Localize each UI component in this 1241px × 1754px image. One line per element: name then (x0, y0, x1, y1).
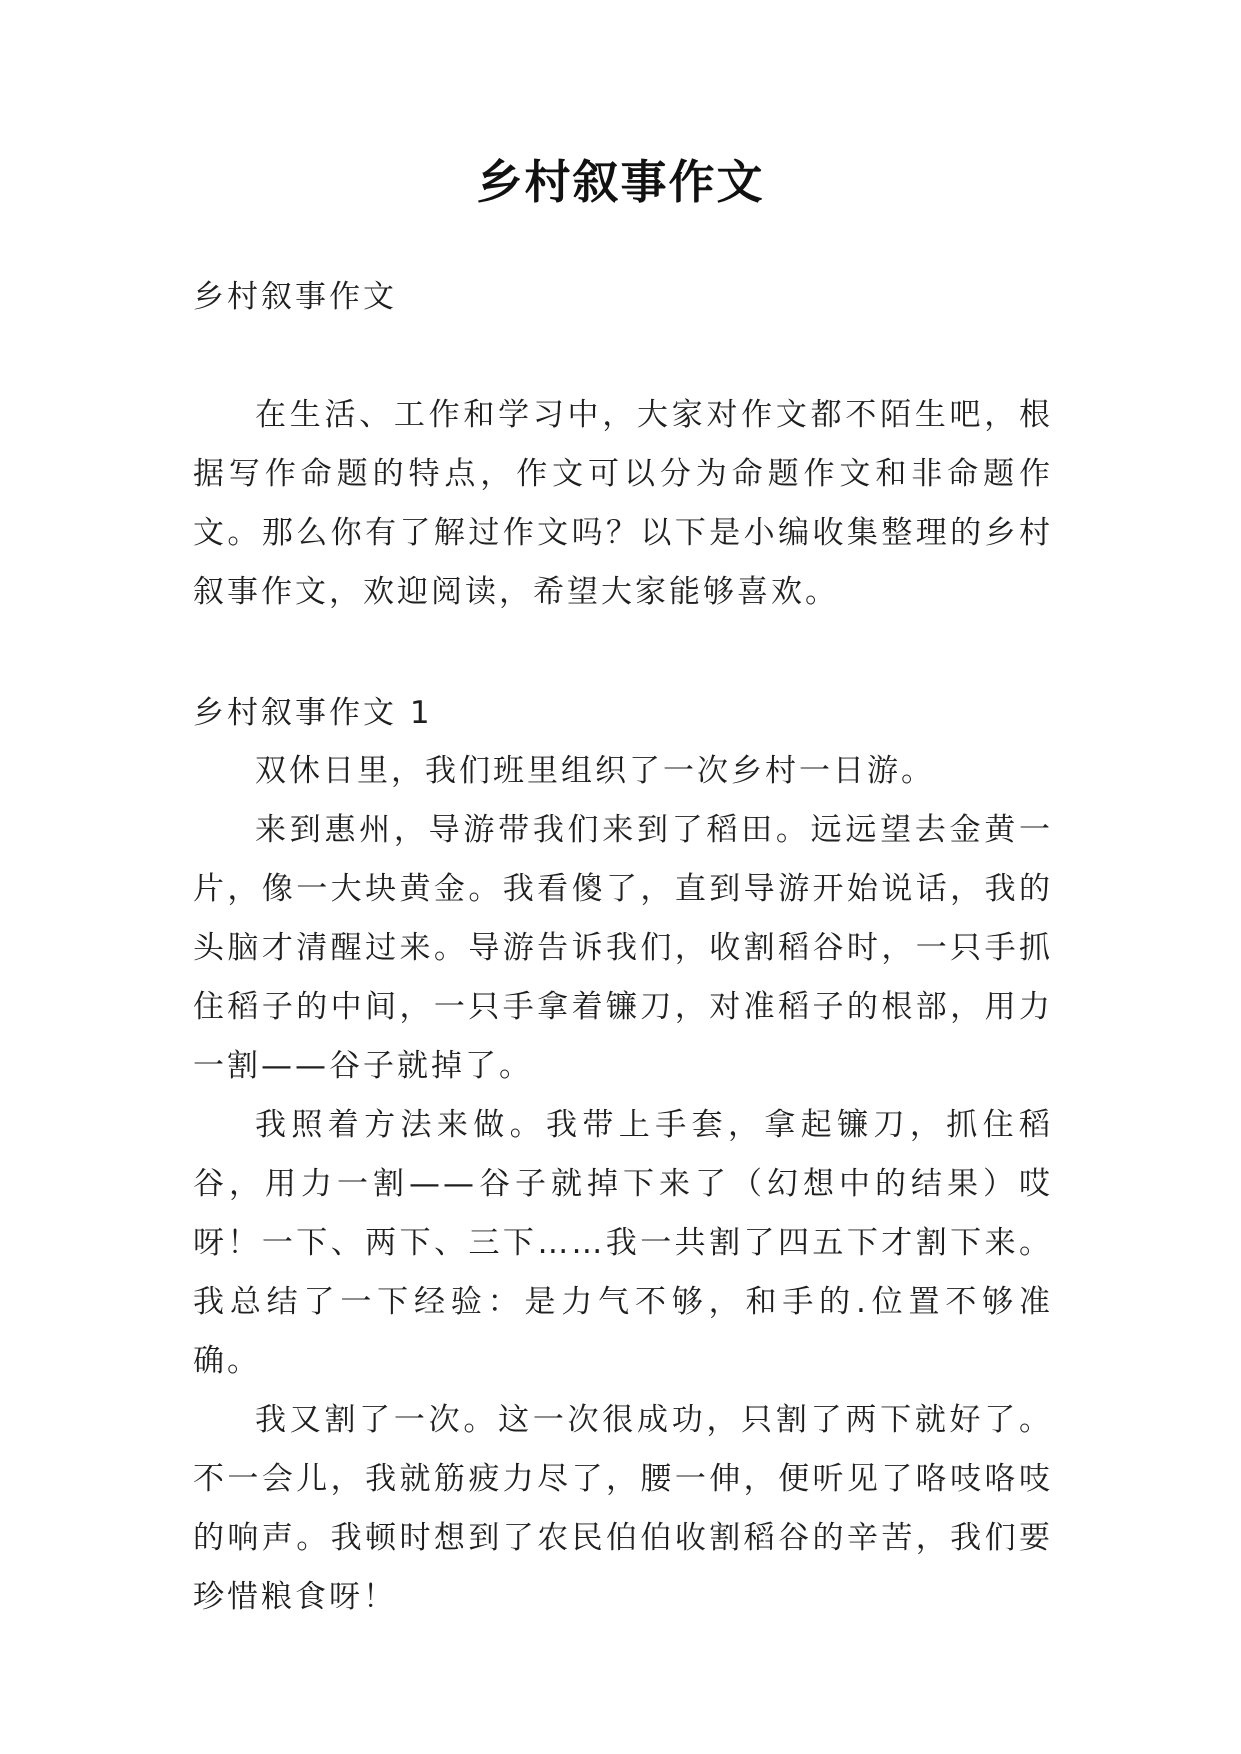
intro-paragraph: 在生活、工作和学习中，大家对作文都不陌生吧，根据写作命题的特点，作文可以分为命题作文和非命题作文。那么你有了解过作文吗？以下是小编收集整理的乡村叙事作文，欢迎阅读，希望大家能够喜欢。 (193, 397, 1053, 610)
body-paragraph: 双休日里，我们班里组织了一次乡村一日游。 (255, 753, 935, 789)
document-body (193, 268, 1053, 1627)
document-subtitle: 乡村叙事作文 (193, 279, 397, 315)
document-title: 乡村叙事作文 (476, 155, 765, 209)
body-paragraph: 来到惠州，导游带我们来到了稻田。远远望去金黄一片，像一大块黄金。我看傻了，直到导游开始说话，我的头脑才清醒过来。导游告诉我们，收割稻谷时，一只手抓住稻子的中间，一只手拿着镰刀，对准稻子的根部，用力一割——谷子就掉了。 (193, 812, 1053, 1084)
body-paragraph: 我又割了一次。这一次很成功，只割了两下就好了。不一会儿，我就筋疲力尽了，腰一伸，便听见了咯吱咯吱的响声。我顿时想到了农民伯伯收割稻谷的辛苦，我们要珍惜粮食呀！ (193, 1402, 1053, 1615)
section-heading: 乡村叙事作文 1 (193, 695, 433, 731)
body-paragraph: 我照着方法来做。我带上手套，拿起镰刀，抓住稻谷，用力一割——谷子就掉下来了（幻想中的结果）哎呀！一下、两下、三下……我一共割了四五下才割下来。我总结了一下经验：是力气不够，和手的.位置不够准确。 (193, 1107, 1053, 1379)
